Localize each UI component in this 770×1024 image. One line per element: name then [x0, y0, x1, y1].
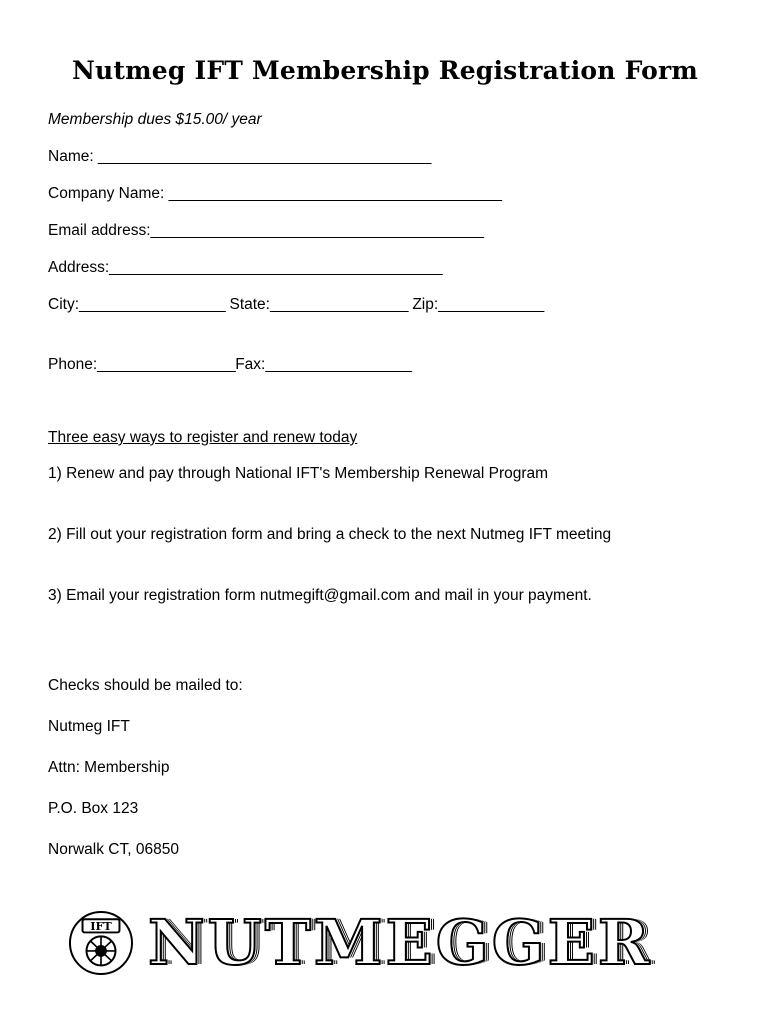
mailing-address-line-3: P.O. Box 123	[48, 800, 139, 817]
field-name-rule[interactable]: _________________________________________	[97, 148, 431, 165]
field-company-name-rule[interactable]: _________________________________________	[168, 185, 502, 202]
register-heading: Three easy ways to register and renew today	[48, 429, 358, 446]
page-title: Nutmeg IFT Membership Registration Form	[71, 56, 699, 85]
field-email-address-rule[interactable]: _________________________________________	[150, 222, 484, 239]
nutmegger-wordmark-text: NUTMEGGER	[148, 908, 653, 978]
field-city-rule[interactable]: __________________	[79, 296, 226, 313]
field-phone-rule[interactable]: _________________	[97, 356, 236, 373]
mailing-address-line-2: Attn: Membership	[48, 759, 170, 776]
form-body	[0, 111, 770, 859]
field-name	[48, 148, 722, 166]
field-address-rule[interactable]: _________________________________________	[109, 259, 443, 276]
mailing-address-line-4: Norwalk CT, 06850	[48, 841, 179, 858]
register-step-1: 1) Renew and pay through National IFT's Membership Renewal Program	[48, 465, 549, 482]
svg-text:IFT: IFT	[90, 918, 112, 933]
field-city-label: City:	[48, 296, 79, 313]
field-email-address-label: Email address:	[48, 222, 151, 239]
field-company-name-label: Company Name:	[48, 185, 169, 202]
field-fax-label: Fax:	[235, 356, 266, 373]
membership-dues-text: Membership dues $15.00/ year	[48, 111, 262, 128]
field-address	[48, 259, 722, 277]
ift-logo-icon	[68, 910, 134, 976]
nutmegger-wordmark	[148, 908, 770, 978]
field-fax-rule[interactable]: __________________	[265, 356, 412, 373]
field-city-state-zip	[48, 296, 722, 314]
checks-heading: Checks should be mailed to:	[48, 677, 243, 694]
field-name-label: Name:	[48, 148, 98, 165]
field-phone-fax	[48, 356, 722, 374]
mailing-address-line-1: Nutmeg IFT	[48, 718, 130, 735]
field-zip-rule[interactable]: _____________	[438, 296, 544, 313]
field-state-label: State:	[225, 296, 270, 313]
register-step-3: 3) Email your registration form nutmegift@gmail.com and mail in your payment.	[48, 587, 592, 604]
field-phone-label: Phone:	[48, 356, 98, 373]
field-company-name	[48, 185, 722, 203]
field-state-rule[interactable]: _________________	[269, 296, 409, 313]
footer	[0, 904, 770, 982]
field-email-address	[48, 222, 722, 240]
register-step-2: 2) Fill out your registration form and bring a check to the next Nutmeg IFT meeting	[48, 526, 612, 543]
field-address-label: Address:	[48, 259, 110, 276]
field-zip-label: Zip:	[408, 296, 439, 313]
